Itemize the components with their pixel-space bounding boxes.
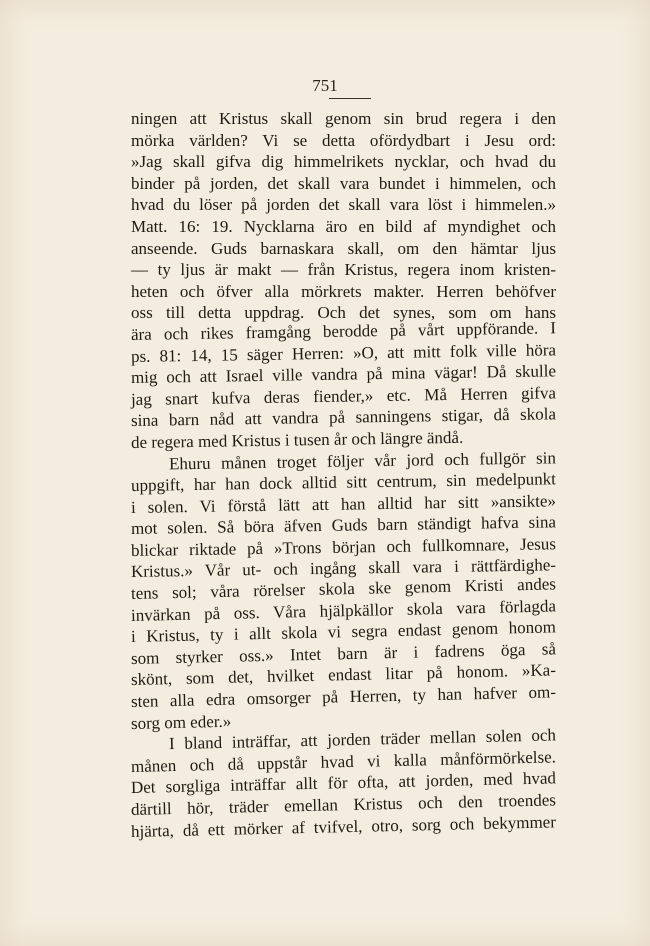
text-line: anseende. Guds barnaskara skall, om den hämtar ljus bbox=[131, 238, 556, 258]
text-line: oss till detta uppdrag. Och det synes, som om hans bbox=[131, 303, 556, 323]
text-line: som styrker oss.» Intet barn är i fadrens öga så bbox=[130, 639, 557, 668]
text-line: binder på jorden, det skall vara bundet i himmelen, och bbox=[131, 173, 556, 193]
text-line: i solen. Vi förstå lätt att han alltid har sitt »ansikte» bbox=[130, 491, 557, 517]
text-line: hvad du löser på jorden det skall vara löst i himmelen.» bbox=[131, 195, 556, 215]
text-line: jag snart kufva deras fiender,» etc. Må Herren gifva bbox=[130, 383, 557, 409]
text-line: de regera med Kristus i tusen år och längre ändå. bbox=[130, 427, 464, 452]
text-line: hjärta, då ett mörker af tvifvel, otro, sorg och bekymmer bbox=[130, 811, 557, 841]
text-line: ningen att Kristus skall genom sin brud regera i den bbox=[131, 109, 556, 128]
page-number-rule bbox=[329, 98, 371, 99]
text-line: I bland inträffar, att jorden träder mellan solen och bbox=[168, 725, 557, 754]
text-line: skönt, som det, hvilket endast litar på honom. »Ka- bbox=[130, 660, 557, 690]
text-line: heten och öfver alla mörkrets makter. Herren behöfver bbox=[131, 281, 556, 301]
text-line: mörka världen? Vi se detta ofördydbart i Jesu ord: bbox=[131, 130, 556, 150]
text-line: sten alla edra omsorger på Herren, ty han hafver om- bbox=[130, 682, 557, 712]
text-line: blickar riktade på »Trons början och fullkomnare, Jesus bbox=[130, 534, 557, 560]
text-line: månen och då uppstår hvad vi kalla månförmörkelse. bbox=[130, 747, 557, 776]
text-line: sina barn nåd att vandra på sanningens stigar, då skola bbox=[130, 404, 557, 431]
text-line: därtill hör, träder emellan Kristus och den troendes bbox=[130, 790, 557, 819]
text-line: tens sol; våra rörelser skola ske genom Kristi andes bbox=[130, 574, 557, 604]
text-line: invärkan på oss. Våra hjälpkällor skola vara förlagda bbox=[130, 596, 557, 625]
text-line: Matt. 16: 19. Nycklarna äro en bild af myndighet och bbox=[131, 216, 556, 236]
text-line: Kristus.» Vår ut- och ingång skall vara i rättfärdighe- bbox=[130, 555, 557, 582]
text-line: sorg om eder.» bbox=[130, 711, 232, 733]
text-line: uppgift, har han dock alltid sitt centrum, sin medelpunkt bbox=[130, 469, 557, 496]
text-line: mot solen. Så böra äfven Guds barn ständigt hafva sina bbox=[130, 512, 557, 539]
text-line: »Jag skall gifva dig himmelrikets nycklar, och hvad du bbox=[131, 152, 556, 172]
page-number: 751 bbox=[312, 76, 338, 95]
text-line: mig och att Israel ville vandra på mina vägar! Då skulle bbox=[130, 361, 557, 388]
text-line: ära och rikes framgång berodde på vårt uppförande. I bbox=[130, 318, 557, 344]
body-text bbox=[131, 108, 556, 842]
text-line: ps. 81: 14, 15 säger Herren: »O, att mitt folk ville höra bbox=[130, 339, 557, 366]
text-line: Ehuru månen troget följer vår jord och fullgör sin bbox=[168, 447, 557, 473]
text-line: Det sorgliga inträffar allt för ofta, att jorden, med hvad bbox=[130, 768, 557, 798]
text-line: — ty ljus är makt — från Kristus, regera inom kristen- bbox=[131, 260, 556, 280]
text-line: i Kristus, ty i allt skola vi segra endast genom honom bbox=[130, 617, 557, 647]
